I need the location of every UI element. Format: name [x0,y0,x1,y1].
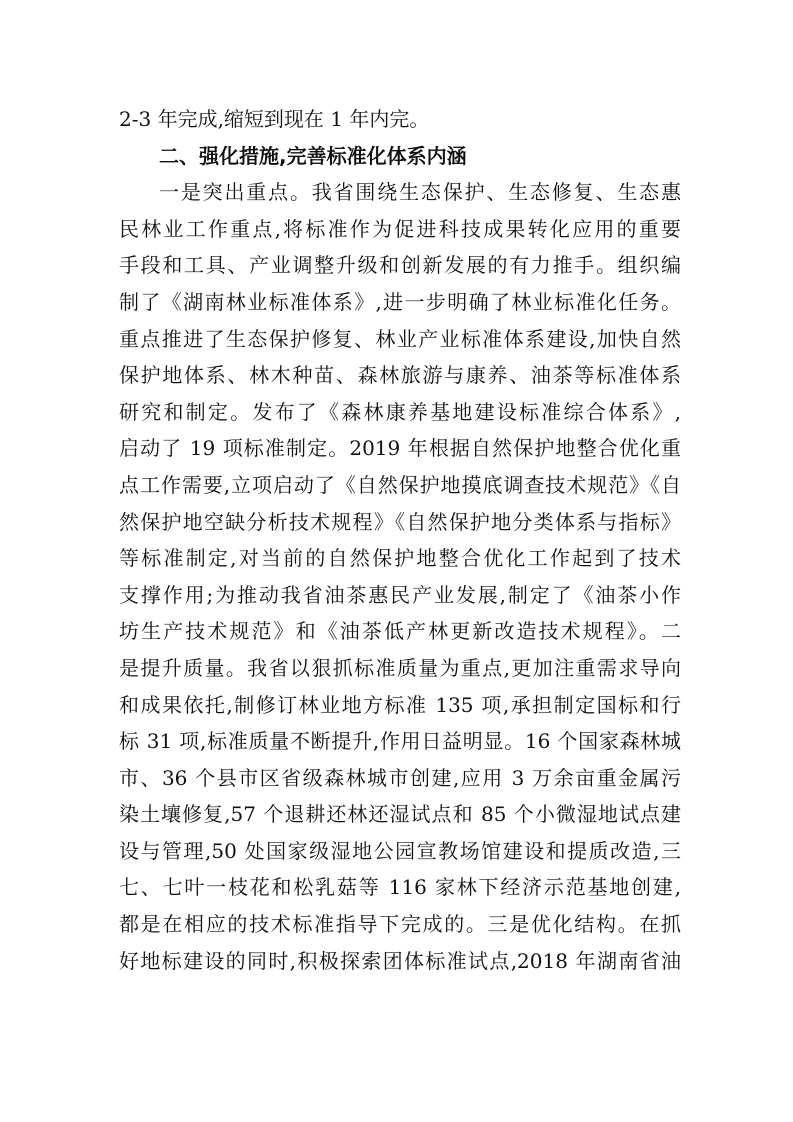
text-line: 研究和制定。发布了《森林康养基地建设标准综合体系》, [119,399,681,424]
body-text [119,101,681,979]
text-line: 然保护地空缺分析技术规程》《自然保护地分类体系与指标》 [119,509,681,534]
text-line: 标 31 项,标准质量不断提升,作用日益明显。16 个国家森林城 [119,729,681,754]
text-line: 制了《湖南林业标准体系》,进一步明确了林业标准化任务。 [119,289,681,314]
text-line: 手段和工具、产业调整升级和创新发展的有力推手。组织编 [119,253,681,278]
text-line: 七、七叶一枝花和松乳菇等 116 家林下经济示范基地创建, [119,875,681,900]
text-line: 染土壤修复,57 个退耕还林还湿试点和 85 个小微湿地试点建 [119,802,681,827]
text-line: 都是在相应的技术标准指导下完成的。三是优化结构。在抓 [119,912,681,937]
text-line: 重点推进了生态保护修复、林业产业标准体系建设,加快自然 [119,326,681,351]
text-line: 支撑作用;为推动我省油茶惠民产业发展,制定了《油茶小作 [119,582,681,607]
text-line: 好地标建设的同时,积极探索团体标准试点,2018 年湖南省油 [119,948,681,973]
text-line: 保护地体系、林木种苗、森林旅游与康养、油茶等标准体系 [119,363,681,388]
text-line: 设与管理,50 处国家级湿地公园宣教场馆建设和提质改造,三 [119,838,681,863]
text-line: 启动了 19 项标准制定。2019 年根据自然保护地整合优化重 [119,436,681,461]
text-line: 是提升质量。我省以狠抓标准质量为重点,更加注重需求导向 [119,655,681,680]
text-line: 点工作需要,立项启动了《自然保护地摸底调查技术规范》《自 [119,472,681,497]
text-line: 一是突出重点。我省围绕生态保护、生态修复、生态惠 [159,180,681,205]
section-heading: 二、强化措施,完善标准化体系内涵 [159,143,467,168]
text-line: 等标准制定,对当前的自然保护地整合优化工作起到了技术 [119,546,681,571]
text-line: 和成果依托,制修订林业地方标准 135 项,承担制定国标和行 [119,692,681,717]
text-line: 民林业工作重点,将标准作为促进科技成果转化应用的重要 [119,216,681,241]
text-line: 2-3 年完成,缩短到现在 1 年内完。 [119,107,430,131]
text-line: 市、36 个县市区省级森林城市创建,应用 3 万余亩重金属污 [119,765,681,790]
text-line: 坊生产技术规范》和《油茶低产林更新改造技术规程》。二 [119,619,681,644]
